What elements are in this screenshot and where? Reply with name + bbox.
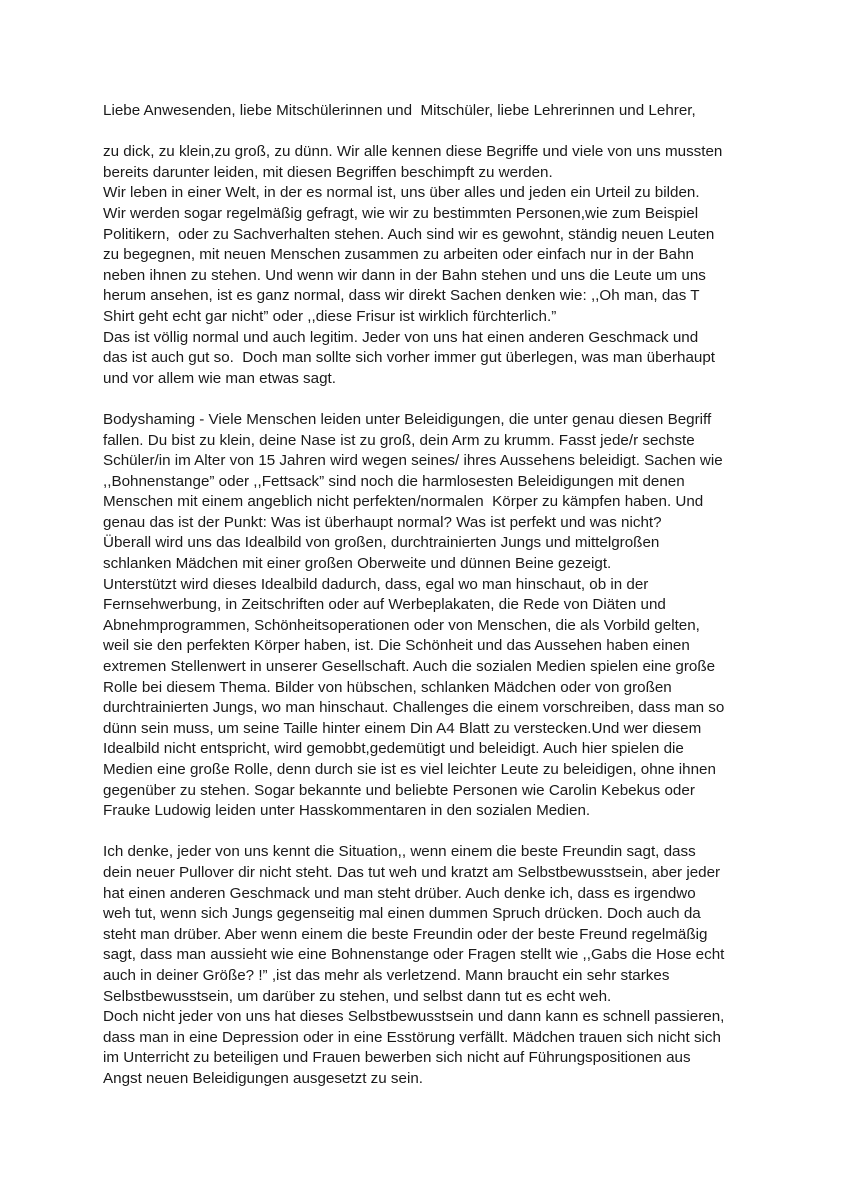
paragraph-line: zu begegnen, mit neuen Menschen zusammen zu arbeiten oder einfach nur in der Bahn: [103, 246, 694, 264]
paragraph-line: schlanken Mädchen mit einer großen Oberweite und dünnen Beine gezeigt.: [103, 555, 612, 573]
paragraph-line: extremen Stellenwert in unserer Gesellschaft. Auch die sozialen Medien spielen eine große: [103, 658, 716, 676]
paragraph-line: Fernsehwerbung, in Zeitschriften oder auf Werbeplakaten, die Rede von Diäten und: [103, 596, 666, 614]
paragraph-line: ,,Bohnenstange” oder ,,Fettsack” sind noch die harmlosesten Beleidigungen mit denen: [103, 472, 685, 490]
paragraph-line: Frauke Ludowig leiden unter Hasskommentaren in den sozialen Medien.: [103, 802, 591, 820]
paragraph-line: steht man drüber. Aber wenn einem die beste Freundin oder der beste Freund regelmäßig: [103, 925, 708, 943]
paragraph-line: Selbstbewusstsein, um darüber zu stehen, und selbst dann tut es echt weh.: [103, 987, 612, 1005]
paragraph-line: zu dick, zu klein,zu groß, zu dünn. Wir alle kennen diese Begriffe und viele von uns mussten: [103, 143, 723, 161]
paragraph-line: Rolle bei diesem Thema. Bilder von hübschen, schlanken Mädchen oder von großen: [103, 678, 672, 696]
paragraph-line: im Unterricht zu beteiligen und Frauen bewerben sich nicht auf Führungspositionen aus: [103, 1049, 691, 1067]
paragraph-line: Angst neuen Beleidigungen ausgesetzt zu sein.: [103, 1069, 424, 1087]
paragraph-line: und vor allem wie man etwas sagt.: [103, 369, 336, 387]
paragraph-line: herum ansehen, ist es ganz normal, dass wir direkt Sachen denken wie: ,,Oh man, das T: [103, 287, 700, 305]
document-body: [103, 101, 763, 1090]
paragraph-spacer: [103, 389, 763, 410]
paragraph-line: Doch nicht jeder von uns hat dieses Selbstbewusstsein und dann kann es schnell passieren,: [103, 1008, 725, 1026]
paragraph-line: weh tut, wenn sich Jungs gegenseitig mal einen dummen Spruch drücken. Doch auch da: [103, 905, 701, 923]
paragraph-line: Politikern, oder zu Sachverhalten stehen. Auch sind wir es gewohnt, ständig neuen Leuten: [103, 225, 715, 243]
paragraph-line: bereits darunter leiden, mit diesen Begriffen beschimpft zu werden.: [103, 163, 553, 181]
paragraphs: [103, 142, 763, 1089]
paragraph-line: neben ihnen zu stehen. Und wenn wir dann in der Bahn stehen und uns die Leute um uns: [103, 266, 706, 284]
paragraph-line: fallen. Du bist zu klein, deine Nase ist zu groß, dein Arm zu krumm. Fasst jede/r sechste: [103, 431, 695, 449]
paragraph-line: dass man in eine Depression oder in eine Esstörung verfällt. Mädchen trauen sich nicht sich: [103, 1028, 721, 1046]
paragraph-line: Medien eine große Rolle, denn durch sie ist es viel leichter Leute zu beleidigen, ohne ihnen: [103, 761, 716, 778]
paragraph-line: Bodyshaming - Viele Menschen leiden unter Beleidigungen, die unter genau diesen Begriff: [103, 410, 712, 428]
paragraph-line: weil sie den perfekten Körper haben, ist. Die Schönheit und das Aussehen haben einen: [103, 637, 690, 655]
paragraph-line: Unterstützt wird dieses Idealbild dadurch, dass, egal wo man hinschaut, ob in der: [103, 575, 649, 593]
paragraph-line: Abnehmprogrammen, Schönheitsoperationen oder von Menschen, die als Vorbild gelten,: [103, 616, 700, 634]
paragraph-line: Wir leben in einer Welt, in der es normal ist, uns über alles und jeden ein Urteil zu bilden.: [103, 184, 700, 202]
paragraph-line: auch in deiner Größe? !” ,ist das mehr als verletzend. Mann braucht ein sehr starkes: [103, 966, 670, 984]
paragraph-line: Idealbild nicht entspricht, wird gemobbt,gedemütigt und beleidigt. Auch hier spielen die: [103, 740, 684, 758]
salutation: Liebe Anwesenden, liebe Mitschülerinnen und Mitschüler, liebe Lehrerinnen und Lehrer,: [103, 102, 696, 119]
paragraph: [103, 410, 763, 822]
paragraph-line: dünn sein muss, um seine Taille hinter einem Din A4 Blatt zu verstecken.Und wer diesem: [103, 719, 702, 737]
paragraph-line: Das ist völlig normal und auch legitim. Jeder von uns hat einen anderen Geschmack und: [103, 328, 699, 346]
paragraph-line: das ist auch gut so. Doch man sollte sich vorher immer gut überlegen, was man überhaupt: [103, 349, 716, 367]
paragraph-line: durchtrainierten Jungs, wo man hinschaut. Challenges die einem vorschreiben, dass man so: [103, 699, 725, 717]
paragraph-line: Überall wird uns das Idealbild von großen, durchtrainierten Jungs und mittelgroßen: [103, 534, 660, 552]
paragraph-line: Menschen mit einem angeblich nicht perfekten/normalen Körper zu kämpfen haben. Und: [103, 493, 704, 511]
paragraph-line: Wir werden sogar regelmäßig gefragt, wie wir zu bestimmten Personen,wie zum Beispiel: [103, 204, 699, 222]
paragraph-spacer: [103, 822, 763, 843]
paragraph-line: sagt, dass man aussieht wie eine Bohnenstange oder Fragen stellt wie ,,Gabs die Hose echt: [103, 946, 725, 964]
paragraph-line: Schüler/in im Alter von 15 Jahren wird wegen seines/ ihres Aussehens beleidigt. Sachen wie: [103, 452, 723, 470]
paragraph-line: dein neuer Pullover dir nicht steht. Das tut weh und kratzt am Selbstbewusstsein, aber jeder: [103, 863, 721, 881]
paragraph-line: hat einen anderen Geschmack und man steht drüber. Auch denke ich, dass es irgendwo: [103, 884, 696, 902]
paragraph: [103, 842, 763, 1089]
paragraph-line: Ich denke, jeder von uns kennt die Situation,, wenn einem die beste Freundin sagt, dass: [103, 843, 696, 861]
paragraph-line: gegenüber zu stehen. Sogar bekannte und beliebte Personen wie Carolin Kebekus oder: [103, 781, 695, 799]
paragraph: [103, 142, 763, 389]
paragraph-spacer: [103, 122, 763, 143]
paragraph-line: Shirt geht echt gar nicht” oder ,,diese Frisur ist wirklich fürchterlich.”: [103, 307, 557, 325]
paragraph-line: genau das ist der Punkt: Was ist überhaupt normal? Was ist perfekt und was nicht?: [103, 513, 662, 531]
